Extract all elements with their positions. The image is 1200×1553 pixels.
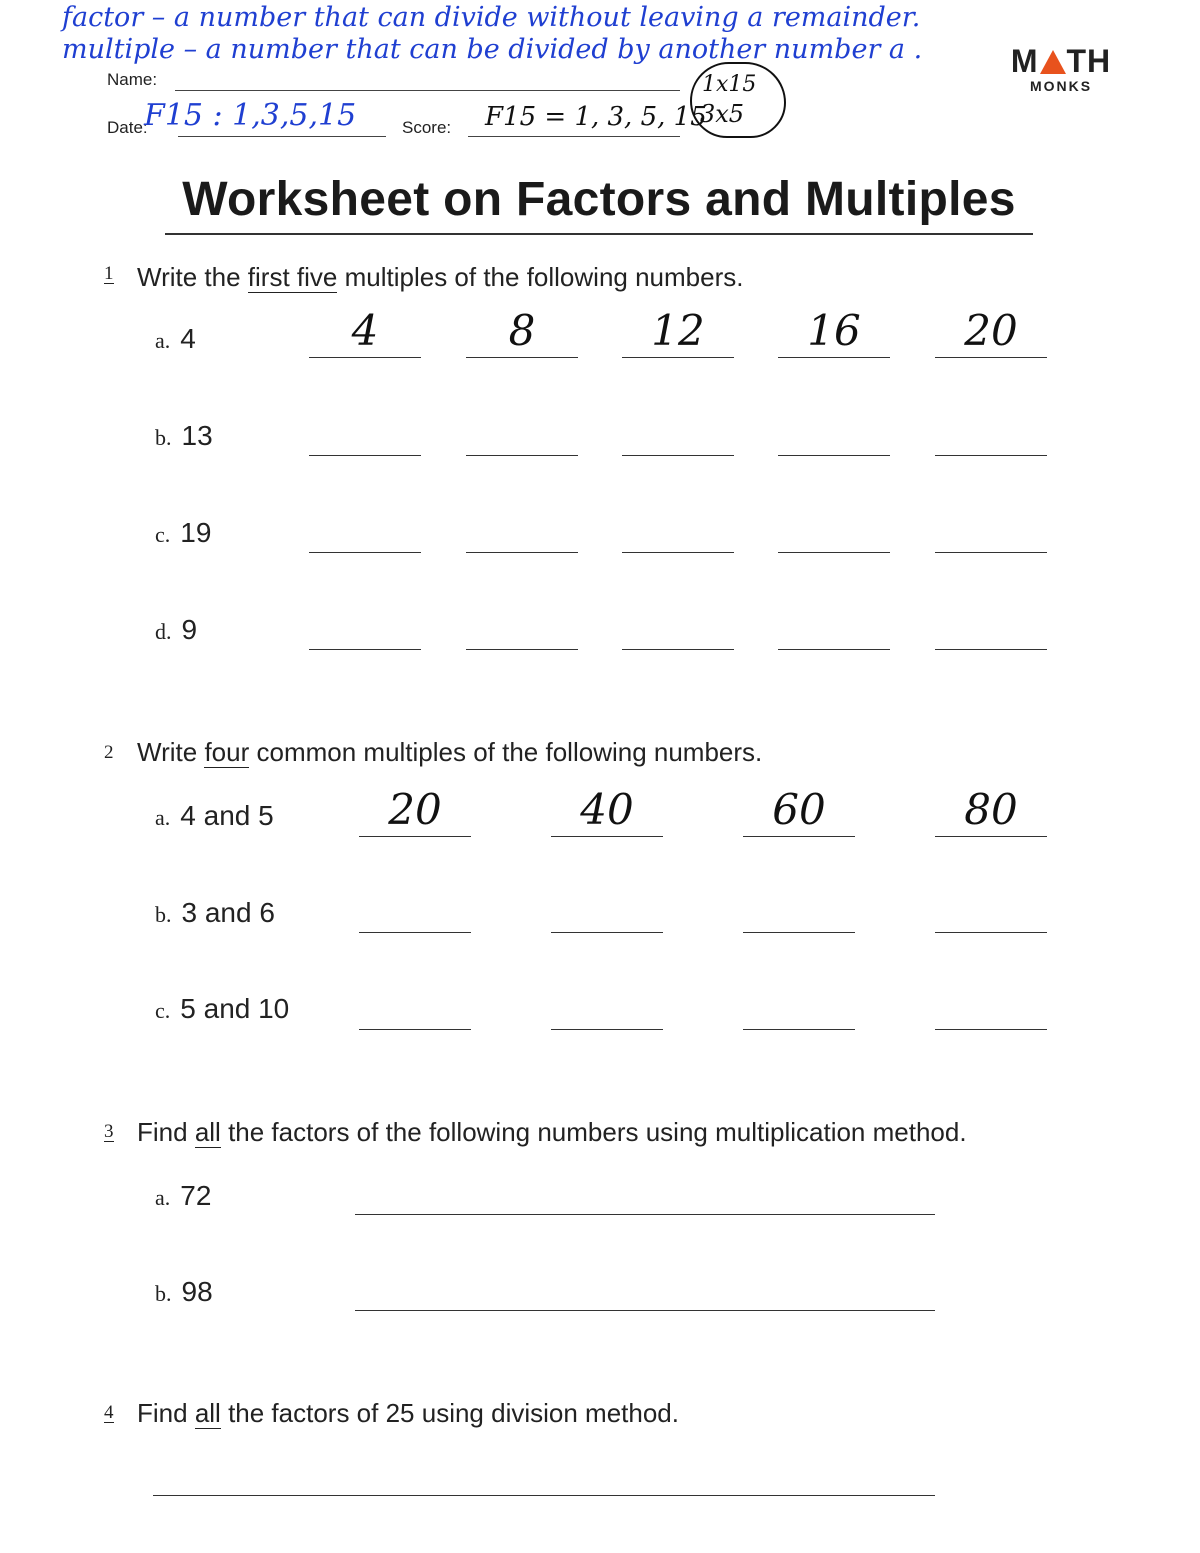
answer-1a-3: 12	[651, 306, 705, 355]
question-2-text-after: common multiples of the following numbers.	[256, 737, 763, 767]
item-value: 13	[181, 420, 213, 451]
item-value: 72	[180, 1180, 212, 1211]
question-4-text-after: the factors of 25 using division method.	[228, 1398, 679, 1428]
blank-2a-4[interactable]	[935, 836, 1047, 837]
blank-2b-4[interactable]	[935, 932, 1047, 933]
question-2b-label	[155, 897, 275, 929]
question-1-text-before: Write the	[137, 262, 241, 292]
name-label: Name:	[107, 70, 158, 89]
question-3-text-underlined: all	[194, 1117, 221, 1147]
blank-1a-4[interactable]	[778, 357, 890, 358]
question-4-text	[137, 1398, 679, 1429]
question-2-number: 2	[104, 742, 114, 763]
logo-th: TH	[1066, 43, 1112, 79]
question-4-text-before: Find	[137, 1398, 188, 1428]
item-value: 4 and 5	[180, 800, 274, 831]
item-value: 98	[181, 1276, 213, 1307]
blank-1b-4[interactable]	[778, 455, 890, 456]
item-letter: b.	[155, 1281, 172, 1306]
item-value: 4	[180, 323, 196, 354]
blank-2a-1[interactable]	[359, 836, 471, 837]
question-3-text-after: the factors of the following numbers using multiplication method.	[228, 1117, 967, 1147]
item-letter: a.	[155, 328, 171, 353]
blank-1c-2[interactable]	[466, 552, 578, 553]
answer-2a-3: 60	[772, 785, 826, 834]
item-value: 19	[180, 517, 212, 548]
question-1a-label	[155, 323, 196, 355]
blank-2b-2[interactable]	[551, 932, 663, 933]
blank-2c-2[interactable]	[551, 1029, 663, 1030]
blank-1b-5[interactable]	[935, 455, 1047, 456]
circle-note-line1: 1x15	[702, 72, 757, 97]
item-letter: c.	[155, 522, 171, 547]
blank-1b-2[interactable]	[466, 455, 578, 456]
question-3-text	[137, 1117, 967, 1148]
blank-1d-4[interactable]	[778, 649, 890, 650]
page-title: Worksheet on Factors and Multiples	[182, 173, 1016, 226]
item-value: 9	[181, 614, 198, 645]
handwritten-note-factor: factor – a number that can divide without leaving a remainder.	[62, 2, 921, 33]
logo-triangle-icon	[1040, 50, 1066, 74]
blank-1a-3[interactable]	[622, 357, 734, 358]
answer-1a-1: 4	[351, 306, 379, 355]
answer-line-3a[interactable]	[355, 1214, 935, 1215]
name-line[interactable]	[175, 90, 680, 91]
answer-1a-4: 16	[807, 306, 861, 355]
blank-1d-3[interactable]	[622, 649, 734, 650]
item-letter: b.	[155, 902, 172, 927]
blank-2b-1[interactable]	[359, 932, 471, 933]
logo-m: M	[1010, 43, 1039, 79]
handwritten-note-multiple: multiple – a number that can be divided by another number a .	[62, 34, 923, 65]
blank-1a-1[interactable]	[309, 357, 421, 358]
answer-1a-5: 20	[964, 306, 1018, 355]
blank-1d-2[interactable]	[466, 649, 578, 650]
item-letter: d.	[155, 619, 172, 644]
title-underline	[165, 233, 1033, 235]
blank-2a-2[interactable]	[551, 836, 663, 837]
question-3-number: 3	[104, 1121, 114, 1142]
question-3b-label	[155, 1276, 213, 1308]
question-2c-label	[155, 993, 289, 1025]
question-2-text-underlined: four	[204, 737, 250, 767]
answer-1a-2: 8	[508, 306, 536, 355]
question-1c-label	[155, 517, 211, 549]
answer-line-3b[interactable]	[355, 1310, 935, 1311]
score-handwritten-value: F15 = 1, 3, 5, 15	[485, 102, 707, 132]
blank-1b-3[interactable]	[622, 455, 734, 456]
math-monks-logo	[1005, 44, 1117, 94]
date-handwritten-value: F15 : 1,3,5,15	[144, 98, 357, 133]
question-1-text	[137, 262, 743, 293]
item-letter: a.	[155, 1185, 171, 1210]
logo-subtitle: MONKS	[1029, 78, 1093, 94]
question-4-number: 4	[104, 1402, 114, 1423]
item-value: 3 and 6	[181, 897, 275, 928]
item-letter: c.	[155, 998, 171, 1023]
question-2a-label	[155, 800, 274, 832]
blank-1d-1[interactable]	[309, 649, 421, 650]
question-1d-label	[155, 614, 197, 646]
question-3a-label	[155, 1180, 211, 1212]
answer-line-4[interactable]	[153, 1495, 935, 1496]
score-line[interactable]	[468, 136, 680, 137]
question-1b-label	[155, 420, 213, 452]
question-3-text-before: Find	[137, 1117, 188, 1147]
answer-2a-1: 20	[388, 785, 442, 834]
answer-2a-2: 40	[580, 785, 634, 834]
question-2-text-before: Write	[137, 737, 198, 767]
blank-1b-1[interactable]	[309, 455, 421, 456]
answer-2a-4: 80	[964, 785, 1018, 834]
item-letter: b.	[155, 425, 172, 450]
blank-2c-3[interactable]	[743, 1029, 855, 1030]
question-1-text-after: multiples of the following numbers.	[344, 262, 744, 292]
date-line[interactable]	[178, 136, 386, 137]
blank-1a-5[interactable]	[935, 357, 1047, 358]
question-4-text-underlined: all	[194, 1398, 221, 1428]
score-label: Score:	[402, 118, 452, 137]
blank-2c-1[interactable]	[359, 1029, 471, 1030]
date-label: Date:	[107, 118, 148, 137]
blank-2b-3[interactable]	[743, 932, 855, 933]
blank-1c-4[interactable]	[778, 552, 890, 553]
blank-2c-4[interactable]	[935, 1029, 1047, 1030]
blank-1c-5[interactable]	[935, 552, 1047, 553]
blank-1a-2[interactable]	[466, 357, 578, 358]
question-1-text-underlined: first five	[247, 262, 338, 292]
blank-2a-3[interactable]	[743, 836, 855, 837]
question-2-text	[137, 737, 762, 768]
blank-1d-5[interactable]	[935, 649, 1047, 650]
blank-1c-3[interactable]	[622, 552, 734, 553]
circle-note-line2: 3x5	[700, 100, 745, 128]
question-1-number: 1	[104, 263, 114, 284]
item-letter: a.	[155, 805, 171, 830]
blank-1c-1[interactable]	[309, 552, 421, 553]
item-value: 5 and 10	[180, 993, 290, 1024]
